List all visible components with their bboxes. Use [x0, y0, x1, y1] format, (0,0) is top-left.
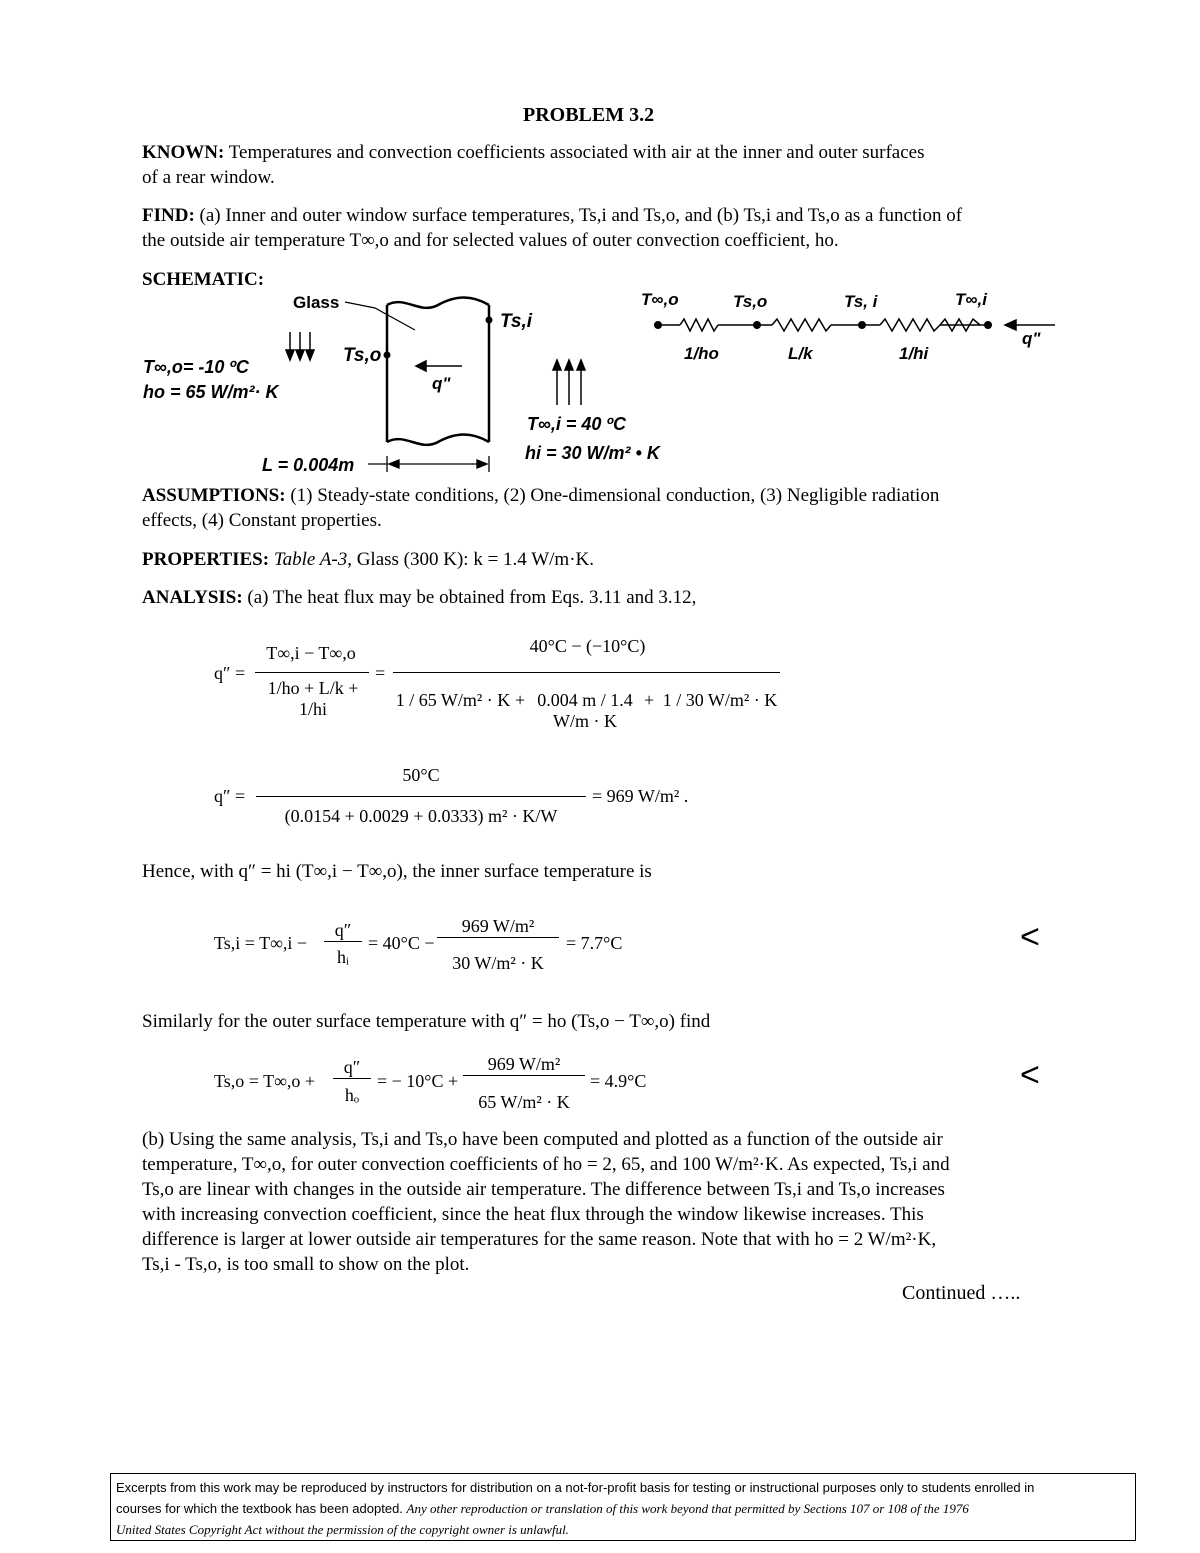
assumptions-text-1: (1) Steady-state conditions, (2) One-dimensional conduction, (3) Negligible radiation [285, 485, 940, 506]
answer-marker-1: < [1020, 918, 1040, 956]
thickness-dimension [368, 456, 489, 472]
eq3-lhs: Ts,i = T∞,i − [214, 933, 308, 953]
find-text-1: (a) Inner and outer window surface temperatures, Ts,i and Ts,o, and (b) Ts,i and Ts,o as a function of [194, 205, 963, 226]
footer-line-2b: Any other reproduction or translation of this work beyond that permitted by Sections 107 or 108 of the 1976 [406, 1501, 969, 1516]
ts-o-label: Ts,o [343, 345, 382, 366]
part-b-line-2: Ts,o are linear with changes in the outside air temperature. The difference between Ts,i and Ts,o increases [142, 1179, 945, 1200]
part-b-line-0: (b) Using the same analysis, Ts,i and Ts,o have been computed and plotted as a function of the outside air [142, 1129, 943, 1150]
eq3-frac-den: hᵢ [337, 947, 349, 967]
node-ts-i [858, 321, 866, 329]
h-i-label: hi = 30 W/m² • K [525, 443, 660, 463]
known-label: KNOWN: [142, 142, 225, 163]
circuit-node-label-0: T∞,o [641, 290, 679, 309]
assumptions-label: ASSUMPTIONS: [142, 485, 286, 506]
analysis-label: ANALYSIS: [142, 587, 243, 608]
properties-line [142, 547, 594, 573]
assumptions-line-1 [142, 483, 939, 509]
eq1-num1: T∞,i − T∞,o [266, 643, 356, 663]
eq2-lhs: q″ = [214, 786, 246, 806]
part-b-line-3: with increasing convection coefficient, since the heat flux through the window likewise increases. This [142, 1204, 924, 1225]
eq1-den2c: 1 / 30 W/m² · K [662, 690, 778, 710]
eq4-lhs: Ts,o = T∞,o + [214, 1071, 316, 1091]
eq4-frac-den: hₒ [344, 1085, 360, 1105]
heat-flux-arrow [416, 361, 462, 371]
node-t-inf-i [984, 321, 992, 329]
circuit-resistance-label-0: 1/ho [684, 344, 719, 363]
footer-line-2a: courses for which the textbook has been adopted. [116, 1501, 407, 1516]
eq2-den: (0.0154 + 0.0029 + 0.0333) m² · K/W [284, 806, 558, 826]
answer-marker-2: < [1020, 1056, 1040, 1094]
known-text-1: Temperatures and convection coefficients associated with air at the inner and outer surfaces [224, 142, 925, 163]
glass-label: Glass [293, 293, 340, 312]
hence-line: Hence, with q″ = hi (T∞,i − T∞,o), the inner surface temperature is [142, 861, 652, 882]
t-inf-o-label: T∞,o= -10 ºC [143, 357, 249, 377]
t-inf-i-label: T∞,i = 40 ºC [527, 414, 626, 434]
eq4-mid: = − 10°C + [377, 1071, 459, 1091]
eq1-den1-term-0: 1/ho [267, 678, 300, 698]
node-ts-o [753, 321, 761, 329]
circuit-resistance-label-1: L/k [788, 344, 813, 363]
footer-line-2 [116, 1498, 1130, 1519]
eq1-equals: = [375, 663, 386, 683]
circuit-node-label-3: T∞,i [955, 290, 987, 309]
properties-table: Table A-3 [273, 549, 348, 570]
eq1-num2: 40°C − (−10°C) [529, 636, 646, 656]
eq1-den2b: 0.004 m / 1.4 W/m · K [537, 690, 633, 731]
circuit-node-label-1: Ts,o [733, 292, 768, 311]
continued-label: Continued ….. [902, 1282, 1021, 1304]
page-title: PROBLEM 3.2 [523, 104, 655, 126]
part-b-line-5: Ts,i - Ts,o, is too small to show on the plot. [142, 1254, 470, 1275]
thermal-circuit [658, 319, 988, 331]
find-label: FIND: [142, 205, 195, 226]
circuit-node-label-2: Ts, i [844, 292, 878, 311]
thickness-label: L = 0.004m [262, 455, 355, 475]
footer-line-3: United States Copyright Act without the permission of the copyright owner is unlawful. [116, 1522, 569, 1537]
ts-i-dot [486, 317, 493, 324]
eq4-frac2-num: 969 W/m² [463, 1054, 585, 1076]
eq3-frac2-num: 969 W/m² [437, 916, 559, 938]
eq1-bar1 [255, 672, 369, 673]
glass-leader [345, 302, 415, 330]
inside-air-arrows [553, 360, 585, 405]
footer-line-1: Excerpts from this work may be reproduced by instructors for distribution on a not-for-profit basis for testing or instructional purposes only to students enrolled in [116, 1480, 1035, 1495]
properties-text: , Glass (300 K): k = 1.4 W/m·K. [347, 549, 594, 570]
assumptions-line-2: effects, (4) Constant properties. [142, 510, 382, 531]
find-line-2: the outside air temperature T∞,o and for selected values of outer convection coefficient, ho. [142, 230, 839, 251]
circuit-q-label: q" [1022, 329, 1041, 348]
ts-o-dot [384, 352, 391, 359]
glass-pane [387, 298, 489, 445]
ts-i-label: Ts,i [500, 311, 533, 332]
eq4-frac-num: q″ [333, 1057, 371, 1079]
eq1-den1-term-2: 1/hi [298, 699, 327, 719]
eq2-bar [256, 796, 586, 797]
analysis-text: (a) The heat flux may be obtained from Eqs. 3.11 and 3.12, [242, 587, 697, 608]
known-line-2: of a rear window. [142, 167, 275, 188]
analysis-line [142, 585, 696, 611]
eq1-plus-2: + [644, 690, 655, 710]
eq2-result: = 969 W/m² . [592, 786, 689, 806]
schematic-label: SCHEMATIC: [142, 269, 265, 290]
eq1-lhs: q″ = [214, 663, 246, 683]
eq4-result: = 4.9°C [590, 1071, 647, 1091]
eq3-mid: = 40°C − [368, 933, 435, 953]
eq4-frac2-den: 65 W/m² · K [478, 1092, 570, 1112]
eq3-frac2-den: 30 W/m² · K [452, 953, 544, 973]
properties-label: PROPERTIES: [142, 549, 270, 570]
circuit-resistance-label-2: 1/hi [899, 344, 929, 363]
copyright-footer [110, 1473, 1136, 1541]
part-b-line-1: temperature, T∞,o, for outer convection coefficients of ho = 2, 65, and 100 W/m²·K. As expected, Ts,i and [142, 1154, 950, 1175]
node-t-inf-o [654, 321, 662, 329]
q-label: q" [432, 374, 451, 393]
eq3-result: = 7.7°C [566, 933, 623, 953]
eq1-den1: 1/ho + L/k + 1/hi [267, 678, 359, 719]
eq3-frac-num: q″ [324, 920, 362, 942]
eq2-num: 50°C [402, 765, 440, 785]
part-b-line-4: difference is larger at lower outside air temperatures for the same reason. Note that with ho = 2 W/m²·K, [142, 1229, 937, 1250]
eq1-den1-term-1: L/k [318, 678, 344, 698]
eq1-bar2 [393, 672, 780, 673]
h-o-label: ho = 65 W/m²· K [143, 382, 279, 402]
outside-air-arrows [286, 332, 314, 360]
eq1-den2a: 1 / 65 W/m² · K [395, 690, 511, 710]
eq1-plus-1: + [515, 690, 526, 710]
similarly-line: Similarly for the outer surface temperature with q″ = ho (Ts,o − T∞,o) find [142, 1011, 711, 1032]
